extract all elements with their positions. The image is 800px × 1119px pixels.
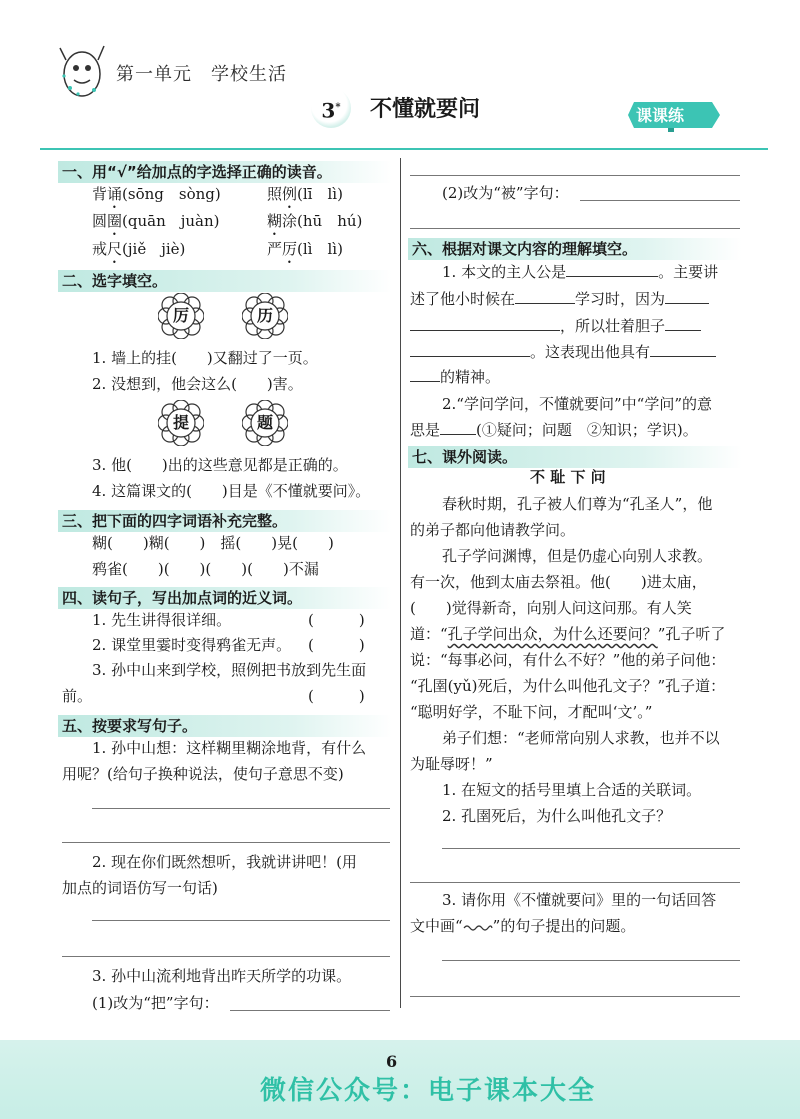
answer-line[interactable] (92, 808, 390, 809)
question: (1)改为“把”字句： (92, 994, 219, 1012)
fill-line: 述了他小时候在 学习时，因为 (410, 289, 709, 309)
badge-label: 课课练 (636, 106, 685, 125)
question: 文中画“ ”的句子提出的问题。 (410, 917, 636, 935)
section-4-title: 四、读句子，写出加点词的近义词。 (58, 587, 392, 609)
wavy-underlined-question: 孔子学问出众，为什么还要问？ (447, 625, 658, 643)
answer-line[interactable] (580, 200, 740, 201)
pinyin-item: 严厉(lì lì) (267, 240, 343, 258)
section-2-title: 二、选字填空。 (58, 270, 392, 292)
pinyin-item: 戒尺(jiě jiè) (92, 240, 186, 258)
section-7-title: 七、课外阅读。 (408, 446, 742, 468)
page-number: 6 (386, 1052, 398, 1071)
unit-title: 第一单元 学校生活 (116, 64, 287, 85)
question: 2. 孔圉死后，为什么叫他孔文子？ (442, 807, 672, 825)
idiom-row: 鸦雀( )( )( )( )不漏 (92, 560, 319, 578)
article-line: 说：“每事必问，有什么不好？”他的弟子问他： (410, 651, 726, 669)
section-3-title: 三、把下面的四字词语补充完整。 (58, 510, 392, 532)
question: 2. 现在你们既然想听，我就讲讲吧！(用 (92, 853, 357, 871)
choice-char: 历 (256, 306, 273, 325)
sentence: 前。 (62, 687, 93, 705)
question: 用呢？(给句子换种说法，使句子意思不变) (62, 765, 344, 783)
pinyin-item: 照例(lī lì) (267, 185, 343, 203)
question: 加点的词语仿写一句话) (62, 879, 218, 897)
section-5-title: 五、按要求写句子。 (58, 715, 392, 737)
article-title: 不 耻 下 问 (530, 468, 606, 486)
answer-paren[interactable]: ( ) (308, 636, 365, 654)
answer-line[interactable] (62, 842, 390, 843)
fill-line: 2.“学问学问，不懂就要问”中“学问”的意 (442, 395, 712, 413)
fill-line: 思是 (①疑问；问题 ②知识；学识)。 (410, 421, 698, 439)
sentence: 1. 先生讲得很详细。 (92, 611, 232, 629)
answer-line[interactable] (410, 175, 740, 176)
pinyin-item: 圆圈(quān juàn) (92, 212, 220, 230)
answer-line[interactable] (410, 228, 740, 229)
article-line: ( )觉得新奇，向别人问这问那。有人笑 (410, 599, 692, 617)
blank[interactable] (566, 262, 658, 277)
lesson-number-badge: 3* (311, 88, 351, 128)
blank[interactable] (410, 316, 560, 331)
lesson-title: 不懂就要问 (370, 97, 481, 122)
fill-line: 。这表现出他具有 (410, 342, 716, 362)
answer-paren[interactable]: ( ) (308, 687, 365, 705)
answer-line[interactable] (442, 960, 740, 961)
answer-line[interactable] (62, 956, 390, 957)
article-line: 道：“孔子学问出众，为什么还要问？”孔子听了 (410, 625, 726, 643)
sentence: 1. 墙上的挂( )又翻过了一页。 (92, 349, 318, 367)
question: 3. 孙中山流利地背出昨天所学的功课。 (92, 967, 352, 985)
answer-line[interactable] (410, 882, 740, 883)
column-divider (400, 158, 401, 1008)
question: (2)改为“被”字句： (442, 184, 569, 202)
answer-line[interactable] (410, 996, 740, 997)
sentence: 4. 这篇课文的( )目是《不懂就要问》。 (92, 482, 371, 500)
blank[interactable] (410, 367, 440, 382)
blank[interactable] (665, 289, 709, 304)
sentence: 2. 课堂里霎时变得鸦雀无声。 (92, 636, 292, 654)
idiom-row: 糊( )糊( ) 摇( )晃( ) (92, 534, 334, 552)
fill-line: 的精神。 (410, 367, 500, 387)
fill-line: 1. 本文的主人公是 。主要讲 (442, 263, 719, 281)
article-line: 弟子们想：“老师常向别人求教，也并不以 (442, 729, 720, 747)
article-line: 有一次，他到太庙去祭祖。他( )进太庙， (410, 573, 707, 591)
article-line: “聪明好学，不耻下问，才配叫‘文’。” (410, 703, 653, 721)
cartoon-icon (54, 40, 110, 102)
question: 1. 孙中山想：这样糊里糊涂地背，有什么 (92, 739, 367, 757)
sentence: 3. 孙中山来到学校，照例把书放到先生面 (92, 661, 367, 679)
choice-char: 厉 (172, 306, 189, 325)
question: 1. 在短文的括号里填上合适的关联词。 (442, 781, 702, 799)
choice-char: 题 (256, 413, 273, 432)
article-line: 春秋时期，孔子被人们尊为“孔圣人”，他 (442, 495, 713, 513)
section-6-title: 六、根据对课文内容的理解填空。 (408, 238, 742, 260)
pinyin-item: 背诵(sōng sòng) (92, 185, 221, 203)
pinyin-item: 糊涂(hū hú) (267, 212, 363, 230)
answer-line[interactable] (230, 1010, 390, 1011)
blank[interactable] (650, 342, 716, 357)
answer-line[interactable] (92, 920, 390, 921)
article-line: 为耻辱呀！” (410, 755, 493, 773)
footer-watermark: 微信公众号：电子课本大全 (260, 1076, 597, 1106)
answer-line[interactable] (442, 848, 740, 849)
answer-paren[interactable]: ( ) (308, 611, 365, 629)
header-divider (40, 148, 768, 150)
sentence: 3. 他( )出的这些意见都是正确的。 (92, 456, 348, 474)
section-1-title: 一、用“√”给加点的字选择正确的读音。 (58, 161, 392, 183)
question: 3. 请你用《不懂就要问》里的一句话回答 (442, 891, 717, 909)
article-line: “孔圉(yǔ)死后，为什么叫他孔文子？”孔子道： (410, 677, 726, 695)
wavy-line-icon (463, 922, 493, 932)
blank[interactable] (515, 289, 575, 304)
blank[interactable] (410, 342, 530, 357)
blank[interactable] (665, 316, 701, 331)
sentence: 2. 没想到，他会这么( )害。 (92, 375, 303, 393)
choice-char: 提 (172, 413, 189, 432)
fill-line: ，所以壮着胆子 (410, 316, 701, 336)
article-line: 的弟子都向他请教学问。 (410, 521, 576, 539)
article-line: 孔子学问渊博，但是仍虚心向别人求教。 (442, 547, 713, 565)
blank[interactable] (440, 420, 476, 435)
